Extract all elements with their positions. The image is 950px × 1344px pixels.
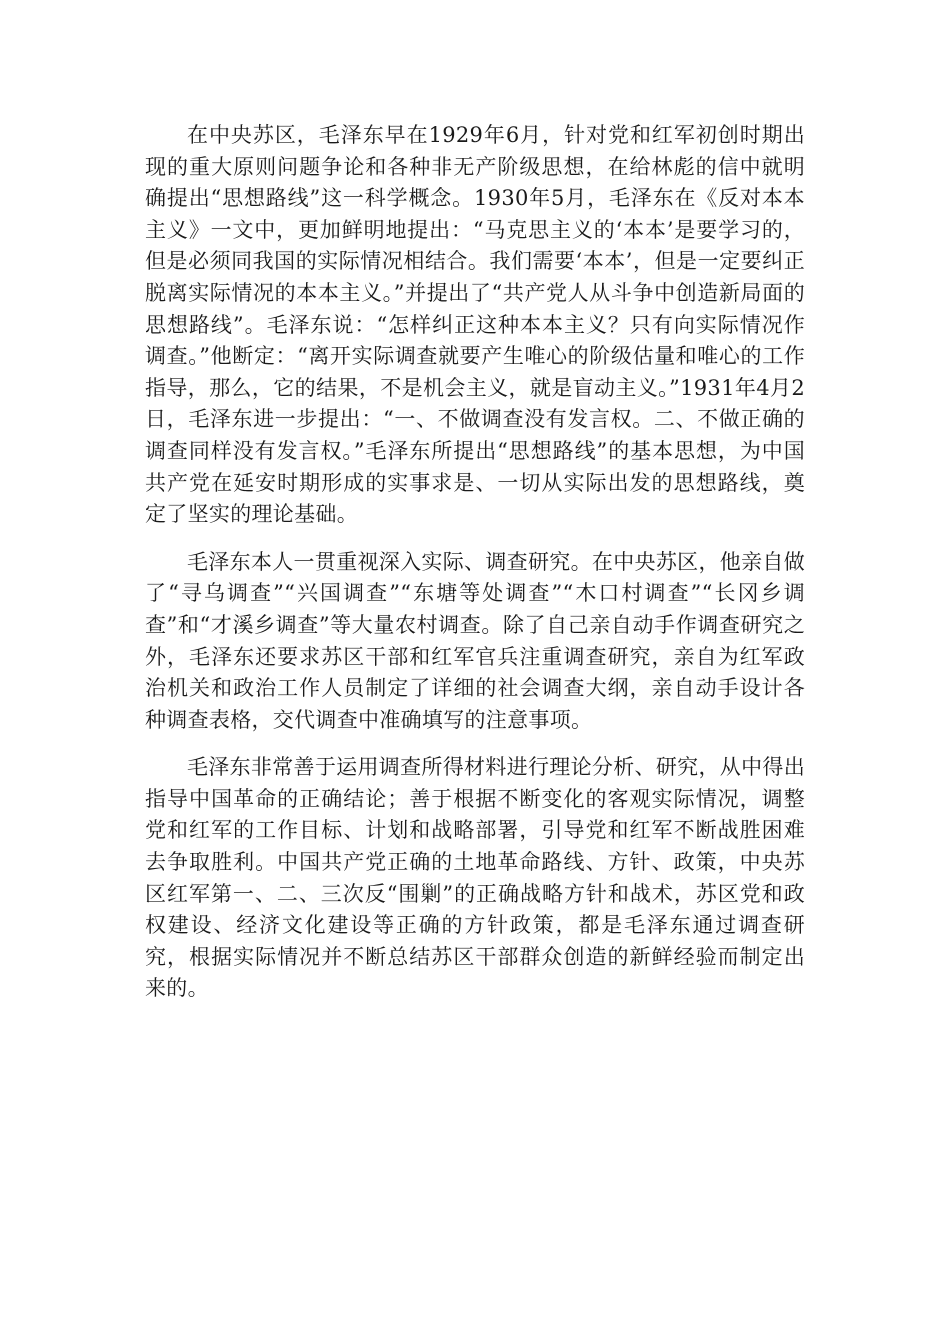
paragraph-thought-line: 在中央苏区，毛泽东早在1929年6月，针对党和红军初创时期出现的重大原则问题争论和各种非无产阶级思想，在给林彪的信中就明确提出“思想路线”这一科学概念。1930年5月，毛泽东在《反对本本主义》一文中，更加鲜明地提出：“马克思主义的‘本本’是要学习的，但是必须同我国的实际情况相结合。我们需要‘本本’，但是一定要纠正脱离实际情况的本本主义。”并提出了“共产党人从斗争中创造新局面的思想路线”。毛泽东说：“怎样纠正这种本本主义？只有向实际情况作调查。”他断定：“离开实际调查就要产生唯心的阶级估量和唯心的工作指导，那么，它的结果，不是机会主义，就是盲动主义。”1931年4月2日，毛泽东进一步提出：“一、不做调查没有发言权。二、不做正确的调查同样没有发言权。”毛泽东所提出“思想路线”的基本思想，为中国共产党在延安时期形成的实事求是、一切从实际出发的思想路线，奠定了坚实的理论基础。 [145,123,805,527]
paragraph-investigation: 毛泽东本人一贯重视深入实际、调查研究。在中央苏区，他亲自做了“寻乌调查”“兴国调查”“东塘等处调查”“木口村调查”“长冈乡调查”和“才溪乡调查”等大量农村调查。除了自己亲自动手作调查研究之外，毛泽东还要求苏区干部和红军官兵注重调查研究，亲自为红军政治机关和政治工作人员制定了详细的社会调查大纲，亲自动手设计各种调查表格，交代调查中准确填写的注意事项。 [145,549,805,732]
paragraph-analysis: 毛泽东非常善于运用调查所得材料进行理论分析、研究，从中得出指导中国革命的正确结论；善于根据不断变化的客观实际情况，调整党和红军的工作目标、计划和战略部署，引导党和红军不断战胜困难去争取胜利。中国共产党正确的土地革命路线、方针、政策，中央苏区红军第一、二、三次反“围剿”的正确战略方针和战术，苏区党和政权建设、经济文化建设等正确的方针政策，都是毛泽东通过调查研究，根据实际情况并不断总结苏区干部群众创造的新鲜经验而制定出来的。 [145,755,805,1001]
document-body [145,120,805,1021]
